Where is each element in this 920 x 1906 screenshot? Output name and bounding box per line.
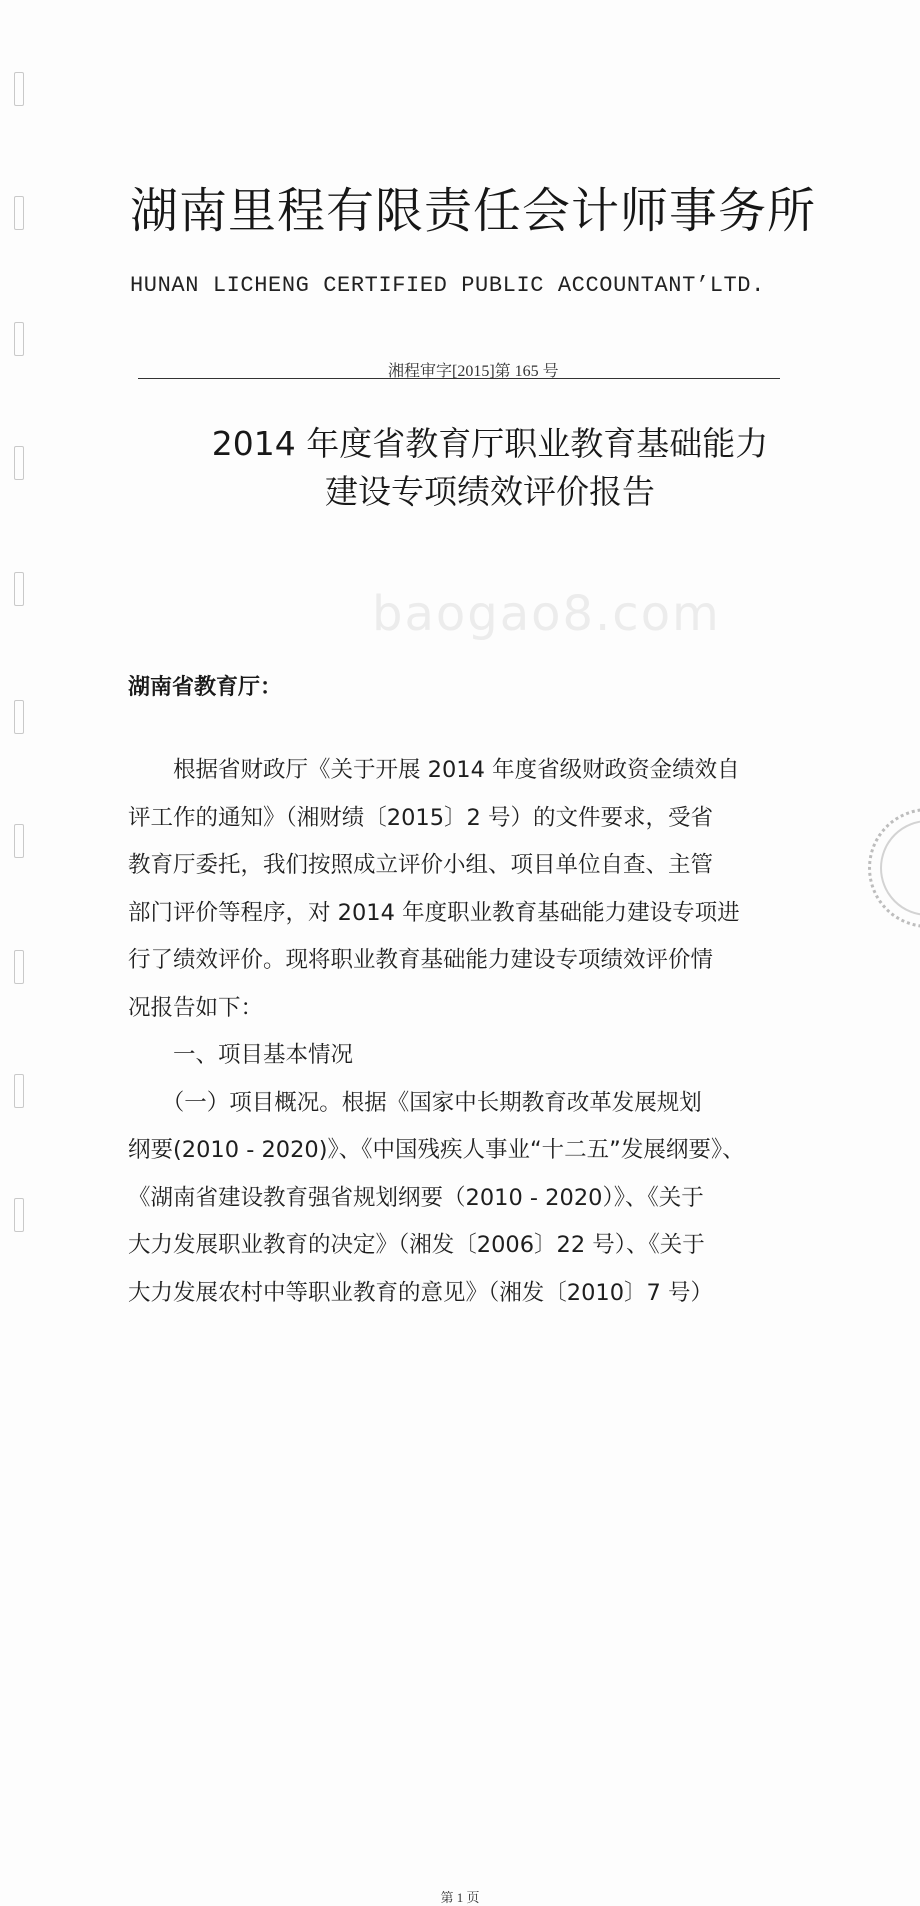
- header-divider: [138, 378, 780, 379]
- body-line: 大力发展职业教育的决定》（湘发〔2006〕22 号）、《关于: [128, 1232, 705, 1258]
- body-line: 《湖南省建设教育强省规划纲要（2010 - 2020）》、《关于: [128, 1184, 704, 1211]
- body-line: 部门评价等程序，对 2014 年度职业教育基础能力建设专项进: [128, 899, 740, 926]
- report-body: [128, 747, 788, 1317]
- binding-mark: [14, 322, 24, 356]
- page-number: 第 1 页: [440, 1890, 480, 1905]
- body-line: 教育厅委托，我们按照成立评价小组、项目单位自查、主管: [128, 852, 714, 878]
- body-line: 大力发展农村中等职业教育的意见》（湘发〔2010〕7 号）: [128, 1279, 713, 1306]
- binding-mark: [14, 446, 24, 480]
- binding-mark: [14, 1198, 24, 1232]
- body-line: （一）项目概况。根据《国家中长期教育改革发展规划: [128, 1089, 702, 1116]
- binding-mark: [14, 72, 24, 106]
- report-title-line-1: 2014 年度省教育厅职业教育基础能力: [211, 424, 769, 463]
- firm-name-english: HUNAN LICHENG CERTIFIED PUBLIC ACCOUNTANT’LTD.: [130, 273, 765, 298]
- addressee: 湖南省教育厅：: [128, 675, 283, 700]
- binding-mark: [14, 196, 24, 230]
- body-line: 根据省财政厅《关于开展 2014 年度省级财政资金绩效自: [128, 757, 740, 783]
- binding-mark: [14, 950, 24, 984]
- watermark: baogao8.com: [372, 586, 721, 642]
- body-line: 况报告如下：: [128, 994, 264, 1021]
- report-title-line-2: 建设专项绩效评价报告: [325, 472, 655, 511]
- binding-mark: [14, 572, 24, 606]
- report-title: [150, 420, 830, 516]
- binding-mark: [14, 824, 24, 858]
- document-number: 湘程审字[2015]第 165 号: [388, 363, 559, 380]
- binding-mark: [14, 1074, 24, 1108]
- firm-name-chinese: 湖南里程有限责任会计师事务所: [130, 183, 817, 239]
- body-line: 评工作的通知》（湘财绩〔2015〕2 号）的文件要求，受省: [128, 804, 713, 831]
- section-heading: 一、项目基本情况: [128, 1042, 354, 1068]
- body-line: 纲要(2010 - 2020)》、《中国残疾人事业“十二五”发展纲要》、: [128, 1137, 745, 1163]
- binding-mark: [14, 700, 24, 734]
- body-line: 行了绩效评价。现将职业教育基础能力建设专项绩效评价情: [128, 947, 714, 973]
